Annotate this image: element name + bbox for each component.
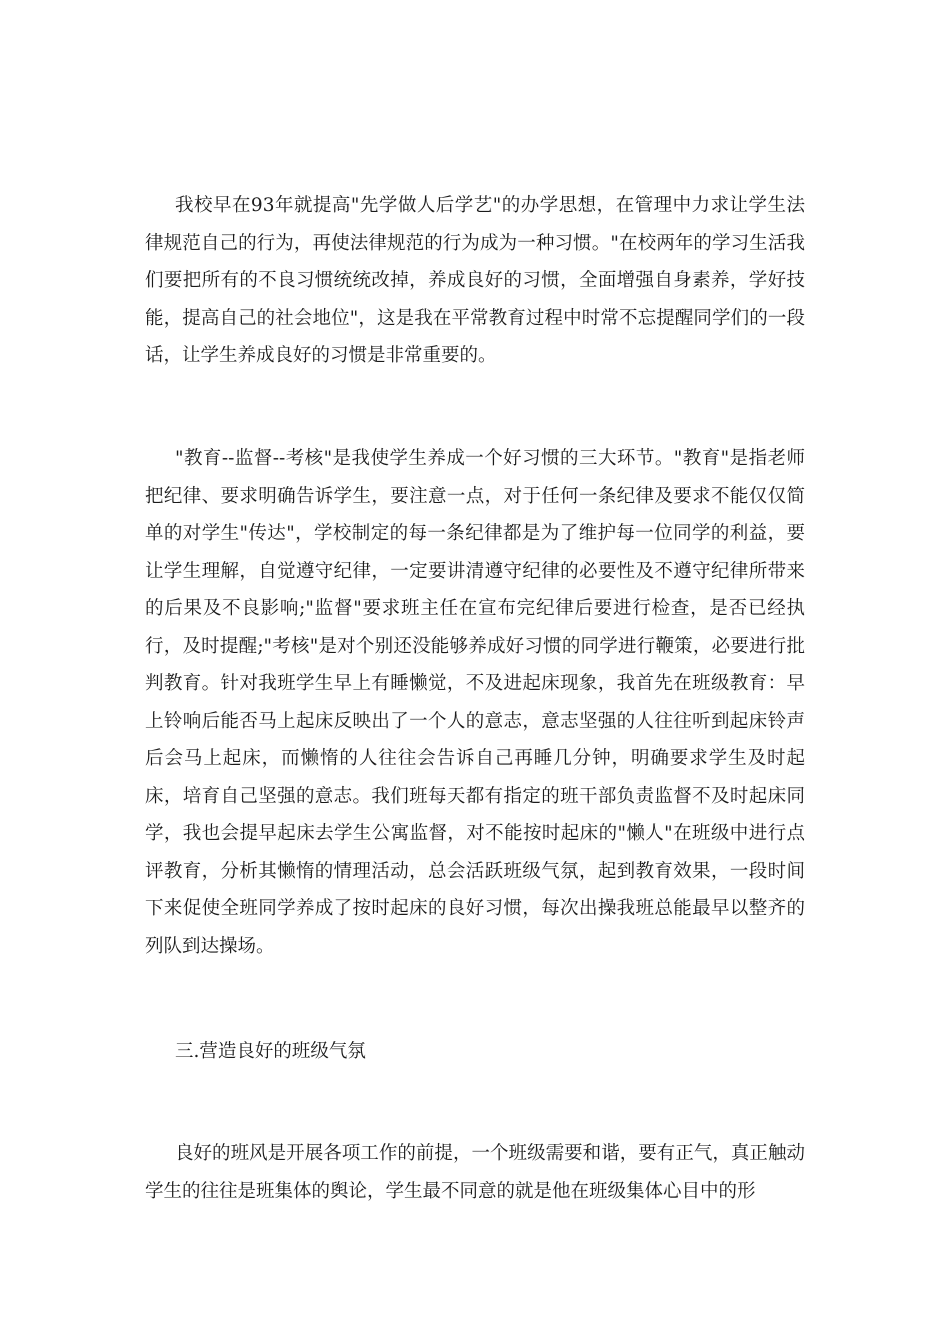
paragraph-habits-philosophy: 我校早在93年就提高"先学做人后学艺"的办学思想，在管理中力求让学生法律规范自己的行为，再使法律规范的行为成为一种习惯。"在校两年的学习生活我们要把所有的不良习惯统统改掉，养成良好的习惯，全面增强自身素养，学好技能，提高自己的社会地位"，这是我在平常教育过程中时常不忘提醒同学们的一段话，让学生养成良好的习惯是非常重要的。	[145, 195, 805, 366]
section-heading-class-atmosphere: 三.营造良好的班级气氛	[175, 1041, 366, 1062]
paragraph-education-supervision-assessment: "教育--监督--考核"是我使学生养成一个好习惯的三大环节。"教育"是指老师把纪律、要求明确告诉学生，要注意一点，对于任何一条纪律及要求不能仅仅简单的对学生"传达"，学校制定的每一条纪律都是为了维护每一位同学的利益，要让学生理解，自觉遵守纪律，一定要讲清遵守纪律的必要性及不遵守纪律所带来的后果及不良影响;"监督"要求班主任在宣布完纪律后要进行检查，是否已经执行，及时提醒;"考核"是对个别还没能够养成好习惯的同学进行鞭策，必要进行批判教育。针对我班学生早上有睡懒觉，不及进起床现象，我首先在班级教育：早上铃响后能否马上起床反映出了一个人的意志，意志坚强的人往往听到起床铃声后会马上起床，而懒惰的人往往会告诉自己再睡几分钟，明确要求学生及时起床，培育自己坚强的意志。我们班每天都有指定的班干部负责监督不及时起床同学，我也会提早起床去学生公寓监督，对不能按时起床的"懒人"在班级中进行点评教育，分析其懒惰的情理活动，总会活跃班级气氛，起到教育效果，一段时间下来促使全班同学养成了按时起床的良好习惯，每次出操我班总能最早以整齐的列队到达操场。	[145, 448, 805, 957]
paragraph-class-style: 良好的班风是开展各项工作的前提，一个班级需要和谐，要有正气，真正触动学生的往往是班集体的舆论，学生最不同意的就是他在班级集体心目中的形	[145, 1143, 805, 1202]
